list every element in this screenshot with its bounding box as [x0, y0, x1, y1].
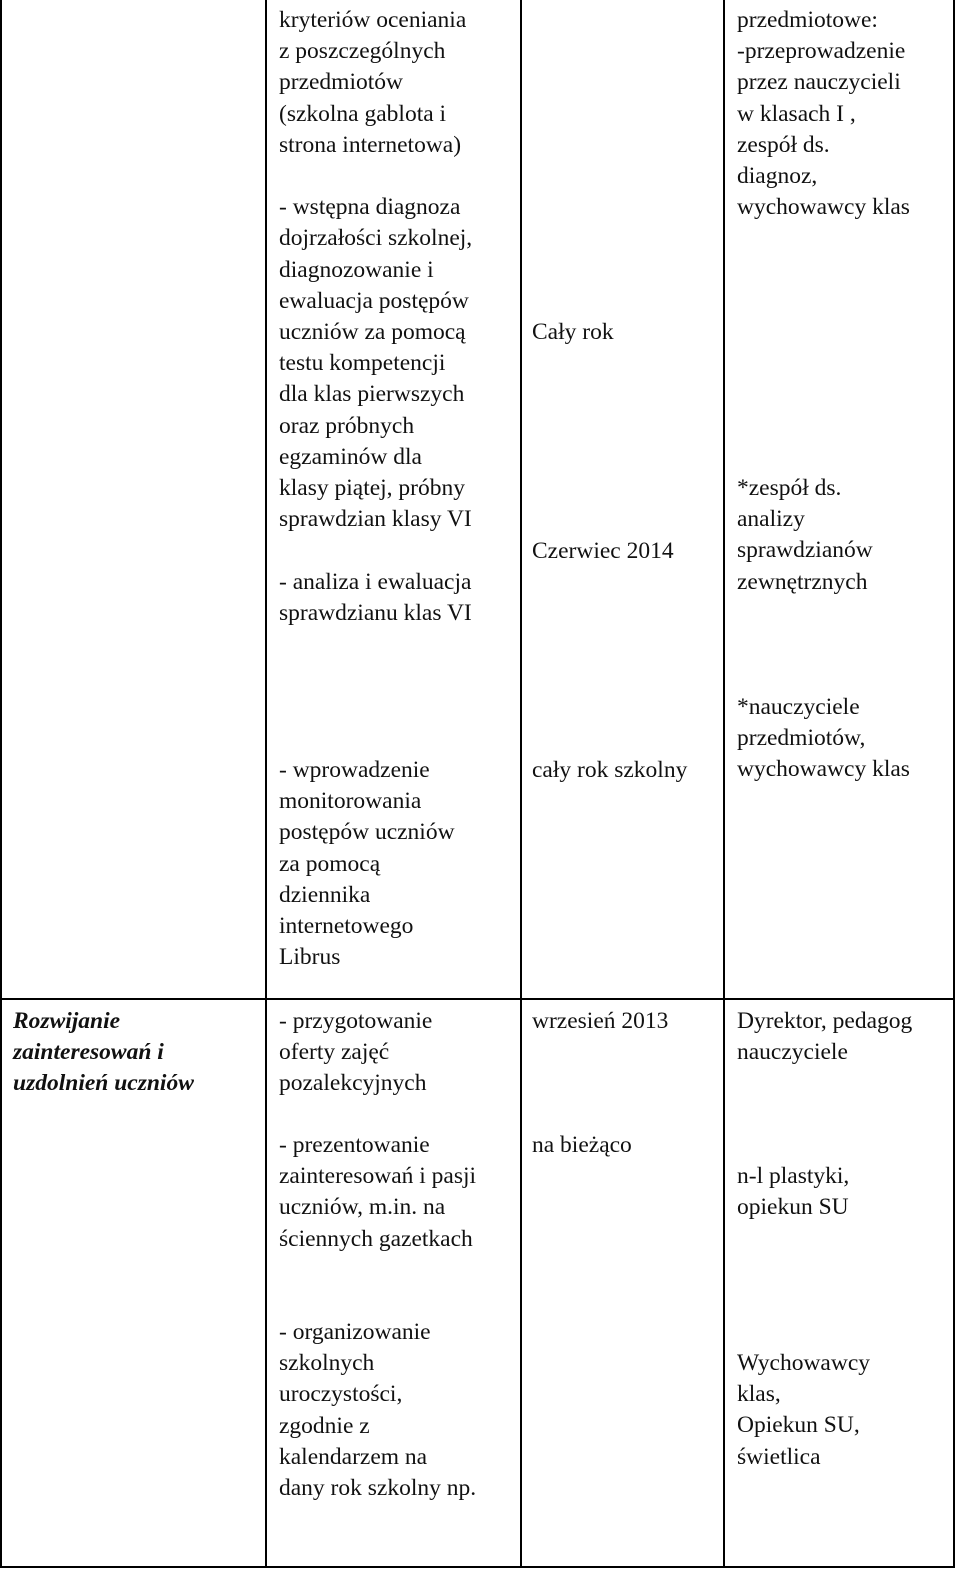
table-border-left	[0, 0, 2, 1568]
term-cell-whole-year: Cały rok	[532, 319, 614, 345]
activity-cell-librus: - wprowadzenie monitorowania postępów uczniów za pomocą dziennika internetowego Librus	[279, 757, 455, 971]
activity-cell-diagnosis: kryteriów oceniania z poszczególnych przedmiotów (szkolna gablota i strona internetowa) - wstępna diagnoza dojrzałości szkolnej, diagnozowanie i ewaluacja postępów uczniów za pomocą testu kompetencji dla klas pierwszych oraz próbnych egzaminów dla klasy piątej, próbny sprawdzian klasy VI - analiza i ewaluacja sprawdzianu klas VI	[279, 7, 473, 626]
responsible-cell-class-teachers: Wychowawcy klas, Opiekun SU, świetlica	[737, 1350, 871, 1470]
term-cell-september-2013: wrzesień 2013	[532, 1008, 669, 1034]
activity-cell-extracurricular: - przygotowanie oferty zajęć pozalekcyjnych	[279, 1008, 433, 1097]
term-cell-june-2014: Czerwiec 2014	[532, 538, 674, 564]
responsible-cell-subject-teams: przedmiotowe: -przeprowadzenie przez nauczycieli w klasach I , zespół ds. diagnoz, wychowawcy klas	[737, 7, 910, 221]
term-cell-ongoing: na bieżąco	[532, 1132, 632, 1158]
responsible-cell-art-teacher: n-l plastyki, opiekun SU	[737, 1163, 850, 1221]
column-divider-1	[265, 0, 267, 1568]
activity-cell-wall-newspapers: - prezentowanie zainteresowań i pasji uczniów, m.in. na ściennych gazetkach	[279, 1132, 477, 1252]
column-divider-3	[723, 0, 725, 1568]
activity-cell-ceremonies: - organizowanie szkolnych uroczystości, zgodnie z kalendarzem na dany rok szkolny np.	[279, 1319, 477, 1502]
responsible-cell-director: Dyrektor, pedagog nauczyciele	[737, 1008, 913, 1066]
table-border-bottom	[0, 1566, 955, 1568]
table-border-right	[953, 0, 955, 1568]
area-cell-interests: Rozwijanie zainteresowań i uzdolnień uczniów	[13, 1008, 194, 1097]
term-cell-whole-school-year: cały rok szkolny	[532, 757, 688, 783]
responsible-cell-analysis-team: *zespół ds. analizy sprawdzianów zewnętrznych	[737, 475, 873, 595]
responsible-cell-teachers: *nauczyciele przedmiotów, wychowawcy klas	[737, 694, 910, 783]
row-divider	[0, 998, 955, 1000]
column-divider-2	[520, 0, 522, 1568]
